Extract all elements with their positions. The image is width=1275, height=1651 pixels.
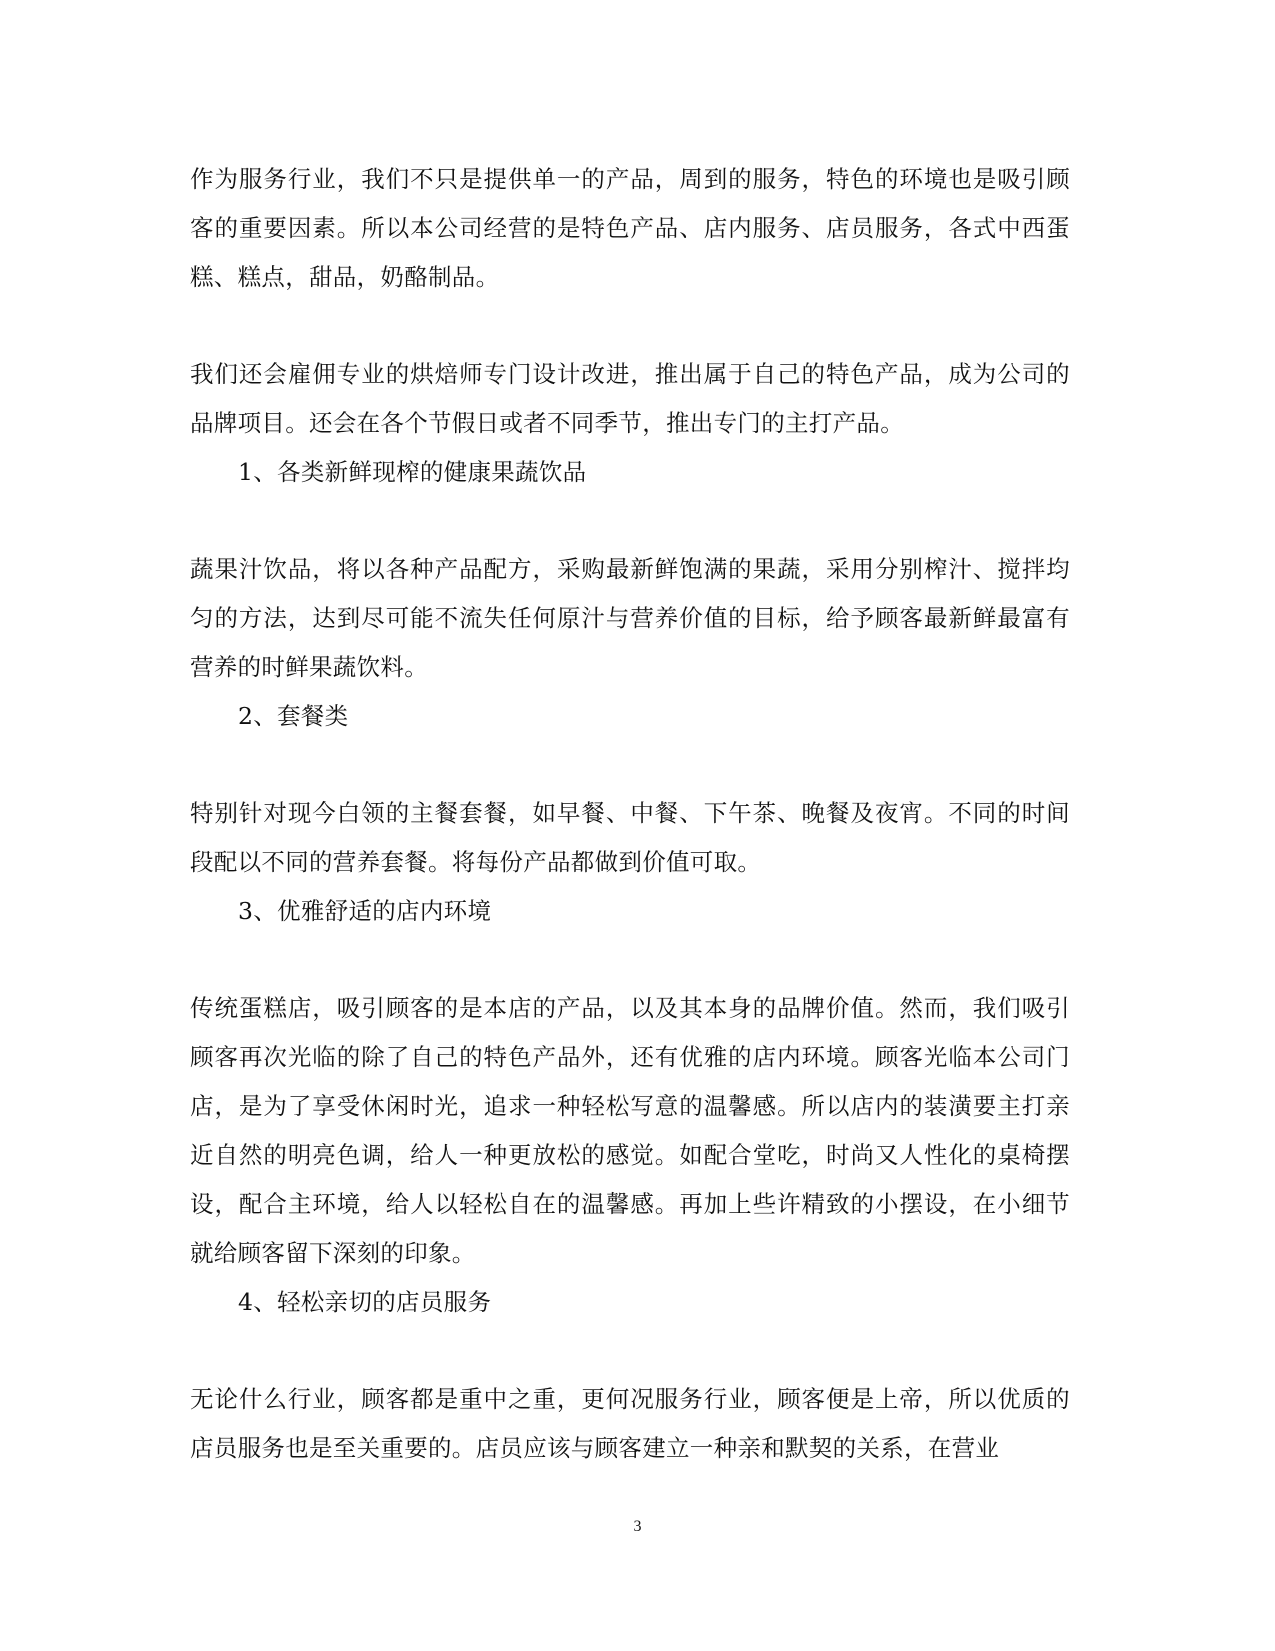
paragraph-spacer <box>190 936 1070 984</box>
paragraph-service: 无论什么行业，顾客都是重中之重，更何况服务行业，顾客便是上帝，所以优质的店员服务也是至关重要的。店员应该与顾客建立一种亲和默契的关系，在营业 <box>190 1385 1070 1462</box>
paragraph-spacer <box>190 1327 1070 1375</box>
document-body <box>190 155 1070 1473</box>
paragraph-environment: 传统蛋糕店，吸引顾客的是本店的产品，以及其本身的品牌价值。然而，我们吸引顾客再次光临的除了自己的特色产品外，还有优雅的店内环境。顾客光临本公司门店，是为了享受休闲时光，追求一种轻松写意的温馨感。所以店内的装潢要主打亲近自然的明亮色调，给人一种更放松的感觉。如配合堂吃，时尚又人性化的桌椅摆设，配合主环境，给人以轻松自在的温馨感。再加上些许精致的小摆设，在小细节就给顾客留下深刻的印象。 <box>190 994 1070 1267</box>
paragraph-spacer <box>190 497 1070 545</box>
section-heading-2: 2、套餐类 <box>238 702 349 730</box>
section-heading-4: 4、轻松亲切的店员服务 <box>238 1288 492 1316</box>
section-heading-1: 1、各类新鲜现榨的健康果蔬饮品 <box>238 458 587 486</box>
paragraph-spacer <box>190 741 1070 789</box>
paragraph-intro: 作为服务行业，我们不只是提供单一的产品，周到的服务，特色的环境也是吸引顾客的重要因素。所以本公司经营的是特色产品、店内服务、店员服务，各式中西蛋糕、糕点，甜品，奶酪制品。 <box>190 165 1070 291</box>
paragraph-meals: 特别针对现今白领的主餐套餐，如早餐、中餐、下午茶、晚餐及夜宵。不同的时间段配以不同的营养套餐。将每份产品都做到价值可取。 <box>190 799 1070 876</box>
paragraph-spacer <box>190 302 1070 350</box>
paragraph-juice: 蔬果汁饮品，将以各种产品配方，采购最新鲜饱满的果蔬，采用分别榨汁、搅拌均匀的方法，达到尽可能不流失任何原汁与营养价值的目标，给予顾客最新鲜最富有营养的时鲜果蔬饮料。 <box>190 555 1070 681</box>
paragraph-baker: 我们还会雇佣专业的烘焙师专门设计改进，推出属于自己的特色产品，成为公司的品牌项目。还会在各个节假日或者不同季节，推出专门的主打产品。 <box>190 360 1070 437</box>
section-heading-3: 3、优雅舒适的店内环境 <box>238 897 492 925</box>
page-number: 3 <box>633 1518 642 1535</box>
